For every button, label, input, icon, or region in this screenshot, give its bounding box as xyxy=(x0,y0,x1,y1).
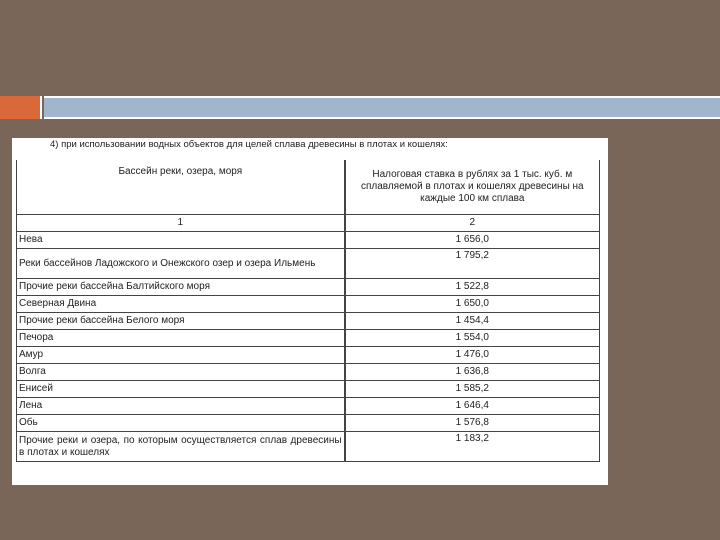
table-row xyxy=(17,296,600,313)
basin-cell: Волга xyxy=(17,364,345,381)
rate-cell: 1 183,2 xyxy=(345,432,600,462)
basin-cell: Енисей xyxy=(17,381,345,398)
rate-cell: 1 454,4 xyxy=(345,313,600,330)
table-row xyxy=(17,313,600,330)
column-number-2: 2 xyxy=(345,215,600,232)
table-row xyxy=(17,347,600,364)
rate-cell: 1 650,0 xyxy=(345,296,600,313)
table-row xyxy=(17,232,600,249)
basin-cell: Обь xyxy=(17,415,345,432)
basin-cell: Амур xyxy=(17,347,345,364)
table-caption: 4) при использовании водных объектов для целей сплава древесины в плотах и кошелях: xyxy=(50,139,448,150)
document-image xyxy=(12,138,608,485)
basin-cell: Реки бассейнов Ладожского и Онежского озер и озера Ильмень xyxy=(17,249,345,279)
rate-cell: 1 795,2 xyxy=(345,249,600,279)
rate-cell: 1 554,0 xyxy=(345,330,600,347)
basin-cell: Нева xyxy=(17,232,345,249)
column-number-1: 1 xyxy=(17,215,345,232)
table-row xyxy=(17,432,600,462)
basin-cell: Северная Двина xyxy=(17,296,345,313)
rate-cell: 1 646,4 xyxy=(345,398,600,415)
rate-cell: 1 476,0 xyxy=(345,347,600,364)
column-number-row xyxy=(17,215,600,232)
rate-cell: 1 522,8 xyxy=(345,279,600,296)
basin-cell: Прочие реки бассейна Белого моря xyxy=(17,313,345,330)
table-row xyxy=(17,415,600,432)
basin-cell: Лена xyxy=(17,398,345,415)
table-row xyxy=(17,330,600,347)
basin-cell: Печора xyxy=(17,330,345,347)
rate-cell: 1 656,0 xyxy=(345,232,600,249)
rate-cell: 1 576,8 xyxy=(345,415,600,432)
table-header-row xyxy=(17,160,600,215)
title-band xyxy=(44,96,720,119)
tax-rate-table xyxy=(16,160,600,462)
header-basin: Бассейн реки, озера, моря xyxy=(17,160,345,215)
basin-cell: Прочие реки бассейна Балтийского моря xyxy=(17,279,345,296)
rate-cell: 1 636,8 xyxy=(345,364,600,381)
table-row xyxy=(17,381,600,398)
title-bar xyxy=(0,96,720,119)
header-rate: Налоговая ставка в рублях за 1 тыс. куб. м сплавляемой в плотах и кошелях древесины на каждые 100 км сплава xyxy=(345,160,600,215)
table-row xyxy=(17,364,600,381)
table-row xyxy=(17,398,600,415)
table-row xyxy=(17,279,600,296)
basin-cell: Прочие реки и озера, по которым осуществляется сплав древесины в плотах и кошелях xyxy=(17,432,345,462)
table-row xyxy=(17,249,600,279)
rate-cell: 1 585,2 xyxy=(345,381,600,398)
accent-block xyxy=(0,96,42,119)
